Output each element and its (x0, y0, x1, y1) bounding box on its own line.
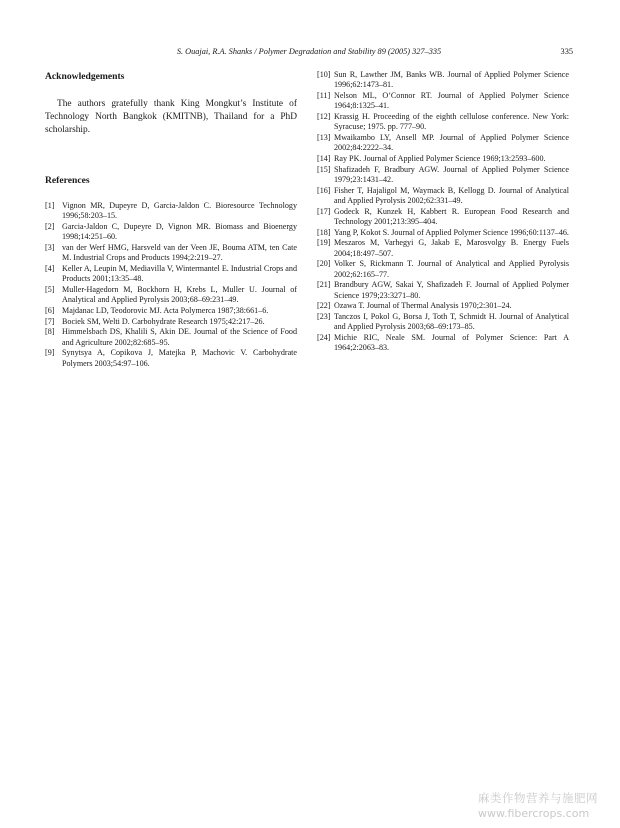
reference-number: [6] (45, 306, 55, 315)
reference-item (317, 133, 569, 154)
reference-number: [17] (317, 206, 331, 216)
reference-item (317, 165, 569, 186)
reference-number: [22] (317, 301, 331, 311)
reference-text: Himmelsbach DS, Khalili S, Akin DE. Journal of the Science of Food and Agriculture 2002;82:685–95. (62, 327, 297, 347)
reference-text: van der Werf HMG, Harsveld van der Veen JE, Bouma ATM, ten Cate M. Industrial Crops and Products 1994;2:219–27. (62, 243, 297, 263)
reference-number: [3] (45, 243, 55, 252)
reference-text: Krassig H. Proceeding of the eighth cellulose conference. New York: Syracuse; 1975. pp. 777–90. (334, 112, 569, 132)
reference-text: Tanczos I, Pokol G, Borsa J, Toth T, Schmidt H. Journal of Analytical and Applied Pyrolysis 2003;68–69:173–85. (334, 311, 569, 332)
watermark-site-name: 麻类作物营养与施肥网 (478, 791, 598, 805)
reference-item (45, 264, 297, 285)
reference-text: Keller A, Leupin M, Mediavilla V, Wintermantel E. Industrial Crops and Products 2001;13:35–48. (62, 264, 297, 284)
reference-text: Mwaikambo LY, Ansell MP. Journal of Applied Polymer Science 2002;84:2222–34. (334, 133, 569, 153)
reference-item (317, 312, 569, 333)
reference-list-left (45, 201, 297, 369)
watermark-url: www.fibercrops.com (478, 807, 590, 820)
reference-text: Garcia-Jaldon C, Dupeyre D, Vignon MR. Biomass and Bioenergy 1998;14:251–60. (62, 222, 297, 242)
reference-text: Michie RIC, Neale SM. Journal of Polymer Science: Part A 1964;2:2063–83. (334, 332, 569, 353)
reference-item (317, 154, 569, 164)
reference-item (317, 207, 569, 228)
running-header (45, 47, 573, 61)
reference-item (45, 327, 297, 348)
reference-number: [8] (45, 327, 55, 337)
reference-text: Godeck R, Kunzek H, Kabbert R. European Food Research and Technology 2001;213:395–404. (334, 206, 569, 226)
reference-number: [15] (317, 164, 331, 174)
reference-item (45, 243, 297, 264)
reference-item (45, 222, 297, 243)
reference-list-right (317, 70, 569, 354)
reference-item (45, 306, 297, 316)
reference-number: [5] (45, 285, 55, 294)
reference-number: [18] (317, 227, 331, 237)
reference-number: [16] (317, 185, 331, 195)
reference-number: [2] (45, 222, 55, 231)
right-column (317, 70, 569, 354)
reference-number: [1] (45, 201, 55, 210)
reference-number: [10] (317, 70, 331, 79)
reference-text: Shafizadeh F, Bradbury AGW. Journal of Applied Polymer Science 1979;23:1431–42. (334, 164, 569, 184)
reference-text: Muller-Hagedorn M, Bockhorn H, Krebs L, Muller U. Journal of Analytical and Applied Pyrolysis 2003;68–69:231–49. (62, 285, 297, 305)
page-number: 335 (560, 47, 573, 56)
reference-text: Meszaros M, Varhegyi G, Jakab E, Marosvolgy B. Energy Fuels 2004;18:497–507. (334, 238, 569, 258)
reference-item (317, 259, 569, 280)
reference-item (317, 112, 569, 133)
reference-text: Nelson ML, O’Connor RT. Journal of Applied Polymer Science 1964;8:1325–41. (334, 91, 569, 111)
left-column (45, 70, 297, 369)
reference-item (317, 301, 569, 311)
reference-number: [14] (317, 154, 331, 163)
reference-text: Majdanac LD, Teodorovic MJ. Acta Polymerca 1987;38:661–6. (62, 306, 269, 315)
reference-number: [7] (45, 316, 55, 326)
reference-text: Ozawa T. Journal of Thermal Analysis 1970;2:301–24. (334, 301, 512, 311)
reference-text: Brandbury AGW, Sakai Y, Shafizadeh F. Journal of Applied Polymer Science 1979;23:3271–80. (334, 280, 569, 300)
reference-number: [11] (317, 91, 331, 100)
reference-item (317, 70, 569, 91)
reference-text: Bociek SM, Welti D. Carbohydrate Research 1975;42:217–26. (62, 316, 265, 326)
site-watermark (478, 790, 616, 820)
reference-number: [4] (45, 264, 55, 273)
reference-text: Fisher T, Hajaligol M, Waymack B, Kellogg D. Journal of Analytical and Applied Pyrolysis 2002;62:331–49. (334, 185, 569, 205)
reference-text: Sun R, Lawther JM, Banks WB. Journal of Applied Polymer Science 1996;62:1473–81. (334, 70, 569, 90)
reference-number: [13] (317, 133, 331, 142)
reference-text: Synytsya A, Copikova J, Matejka P, Machovic V. Carbohydrate Polymers 2003;54:97–106. (62, 348, 297, 368)
reference-number: [24] (317, 332, 331, 342)
acknowledgements-text: The authors gratefully thank King Mongkut’s Institute of Technology North Bangkok (KMITNB), Thailand for a PhD scholarship. (45, 99, 297, 135)
reference-item (317, 280, 569, 301)
references-heading: References (45, 175, 90, 186)
reference-text: Yang P, Kokot S. Journal of Applied Polymer Science 1996;60:1137–46. (334, 227, 569, 237)
reference-number: [23] (317, 311, 331, 321)
reference-item (45, 201, 297, 222)
reference-item (317, 186, 569, 207)
reference-number: [9] (45, 348, 55, 358)
reference-text: Vignon MR, Dupeyre D, Garcia-Jaldon C. Bioresource Technology 1996;58:203–15. (62, 201, 297, 221)
reference-item (317, 333, 569, 354)
reference-number: [20] (317, 259, 331, 269)
reference-item (45, 285, 297, 306)
acknowledgements-heading: Acknowledgements (45, 71, 125, 82)
reference-item (45, 317, 297, 327)
reference-number: [12] (317, 112, 331, 121)
reference-item (317, 238, 569, 259)
reference-item (317, 91, 569, 112)
reference-item (317, 228, 569, 238)
reference-number: [21] (317, 280, 331, 290)
reference-number: [19] (317, 238, 331, 248)
reference-text: Volker S, Rickmann T. Journal of Analytical and Applied Pyrolysis 2002;62:165–77. (334, 259, 569, 279)
running-title: S. Ouajai, R.A. Shanks / Polymer Degradation and Stability 89 (2005) 327–335 (176, 47, 442, 56)
reference-item (45, 348, 297, 369)
reference-text: Ray PK. Journal of Applied Polymer Science 1969;13:2593–600. (334, 154, 546, 163)
